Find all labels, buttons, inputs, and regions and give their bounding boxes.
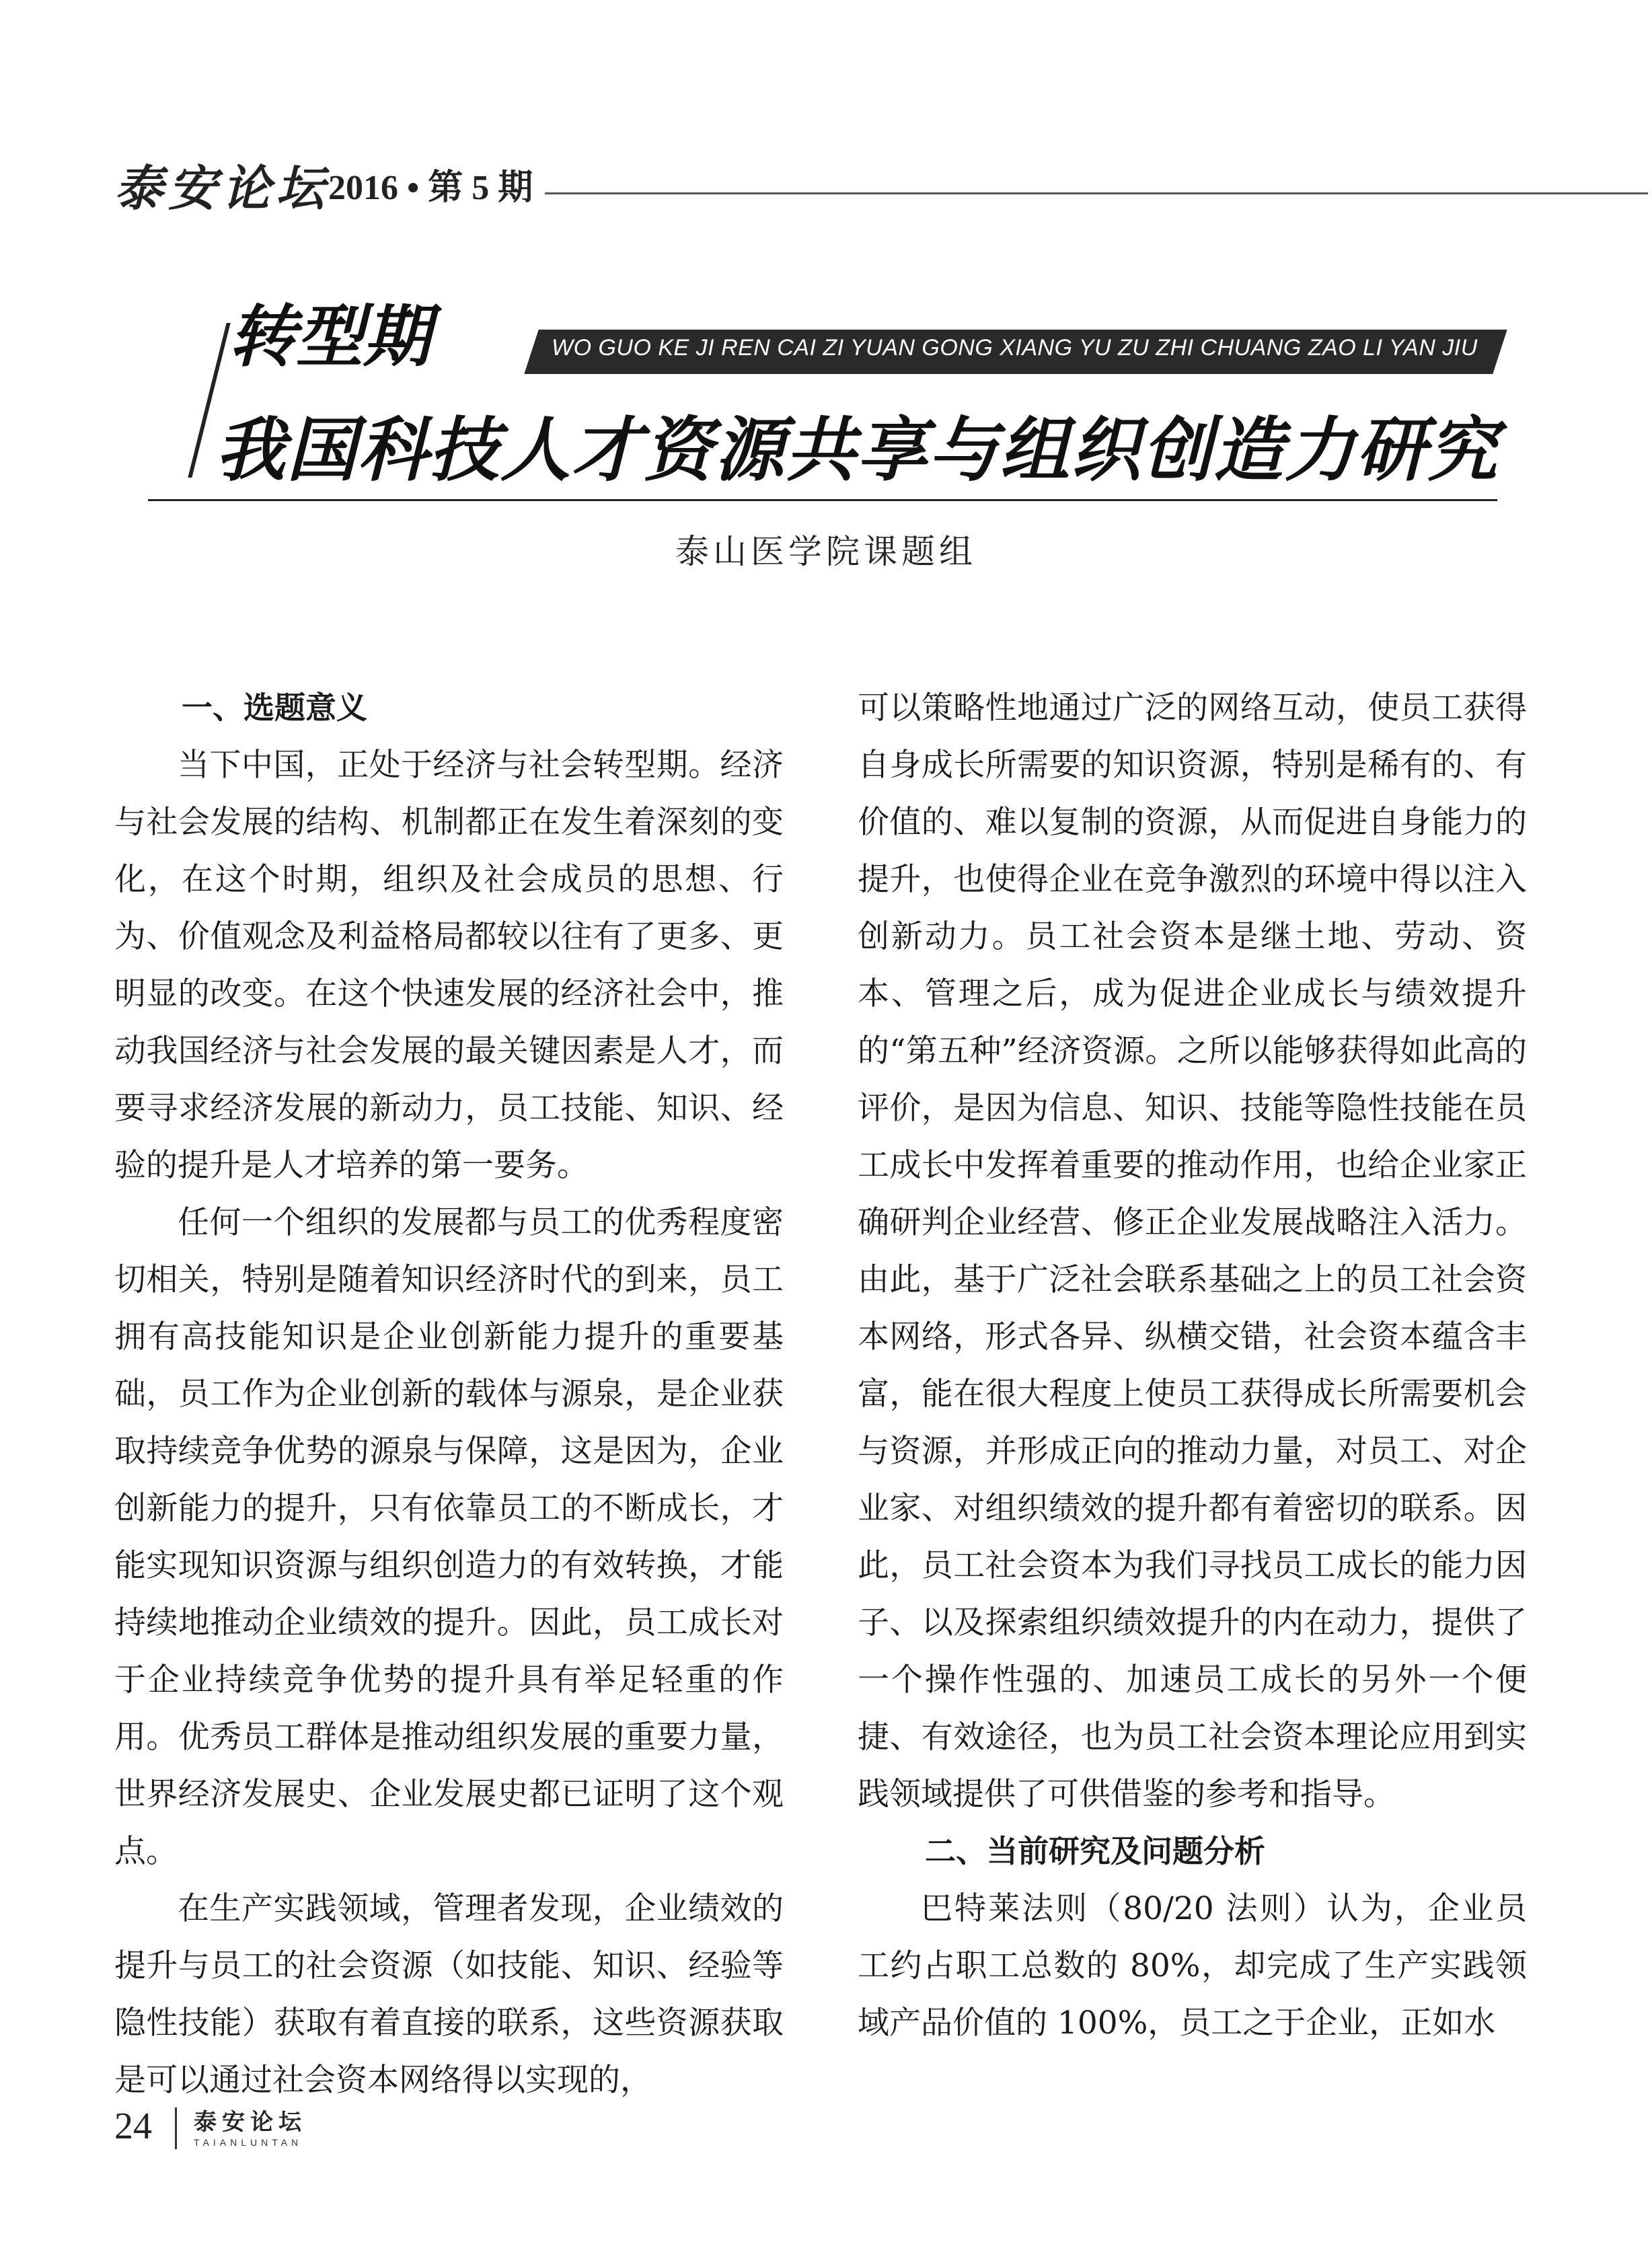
section-heading-1: 一、选题意义 [182, 689, 367, 726]
paragraph: 巴特莱法则（80/20 法则）认为，企业员工约占职工总数的 80%，却完成了生产实践领域产品价值的 100%，员工之于企业，正如水 [858, 1890, 1527, 2042]
page-number: 24 [114, 2105, 152, 2147]
right-column [858, 679, 1527, 2052]
paragraph: 当下中国，正处于经济与社会转型期。经济与社会发展的结构、机制都正在发生着深刻的变化，在这个时期，组织及社会成员的思想、行为、价值观念及利益格局都较以往有了更多、更明显的改变。在这个快速发展的经济社会中，推动我国经济与社会发展的最关键因素是人才，而要寻求经济发展的新动力，员工技能、知识、经验的提升是人才培养的第一要务。 [114, 747, 784, 1184]
section-heading-2: 二、当前研究及问题分析 [925, 1833, 1265, 1869]
left-column [114, 679, 784, 2109]
journal-name: 泰安论坛 [114, 159, 330, 217]
title-pinyin: WO GUO KE JI REN CAI ZI YUAN GONG XIANG YU ZU ZHI CHUANG ZAO LI YAN JIU [552, 335, 1478, 361]
footer-brand: 泰安论坛 [194, 2109, 307, 2136]
paragraph-continued: 可以策略性地通过广泛的网络互动，使员工获得自身成长所需要的知识资源，特别是稀有的、有价值的、难以复制的资源，从而促进自身能力的提升，也使得企业在竞争激烈的环境中得以注入创新动力。员工社会资本是继土地、劳动、资本、管理之后，成为促进企业成长与绩效提升的“第五种”经济资源。之所以能够获得如此高的评价，是因为信息、知识、技能等隐性技能在员工成长中发挥着重要的推动作用，也给企业家正确研判企业经营、修正企业发展战略注入活力。由此，基于广泛社会联系基础之上的员工社会资本网络，形式各异、纵横交错，社会资本蕴含丰富，能在很大程度上使员工获得成长所需要机会与资源，并形成正向的推动力量，对员工、对企业家、对组织绩效的提升都有着密切的联系。因此，员工社会资本为我们寻找员工成长的能力因子、以及探索组织绩效提升的内在动力，提供了一个操作性强的、加速员工成长的另外一个便捷、有效途径，也为员工社会资本理论应用到实践领域提供了可供借鉴的参考和指导。 [858, 689, 1527, 1813]
author-byline: 泰山医学院课题组 [675, 532, 977, 571]
header-rule [545, 192, 1648, 194]
title-underline [148, 499, 1497, 501]
title-block [148, 283, 1513, 511]
issue-label: 2016 • 第 5 期 [328, 169, 533, 207]
footer-brand-pinyin: TAIANLUNTAN [194, 2137, 303, 2148]
article-title: 我国科技人才资源共享与组织创造力研究 [215, 409, 1499, 491]
running-header [114, 149, 1540, 217]
title-kicker: 转型期 [229, 297, 430, 376]
paragraph: 任何一个组织的发展都与员工的优秀程度密切相关，特别是随着知识经济时代的到来，员工拥有高技能知识是企业创新能力提升的重要基础，员工作为企业创新的载体与源泉，是企业获取持续竞争优势的源泉与保障，这是因为，企业创新能力的提升，只有依靠员工的不断成长，才能实现知识资源与组织创造力的有效转换，才能持续地推动企业绩效的提升。因此，员工成长对于企业持续竞争优势的提升具有举足轻重的作用。优秀员工群体是推动组织发展的重要力量，世界经济发展史、企业发展史都已证明了这个观点。 [114, 1204, 784, 1870]
paragraph: 在生产实践领域，管理者发现，企业绩效的提升与员工的社会资源（如技能、知识、经验等隐性技能）获取有着直接的联系，这些资源获取是可以通过社会资本网络得以实现的， [114, 1890, 784, 2099]
footer-divider [175, 2107, 177, 2149]
page-footer [114, 2102, 518, 2163]
